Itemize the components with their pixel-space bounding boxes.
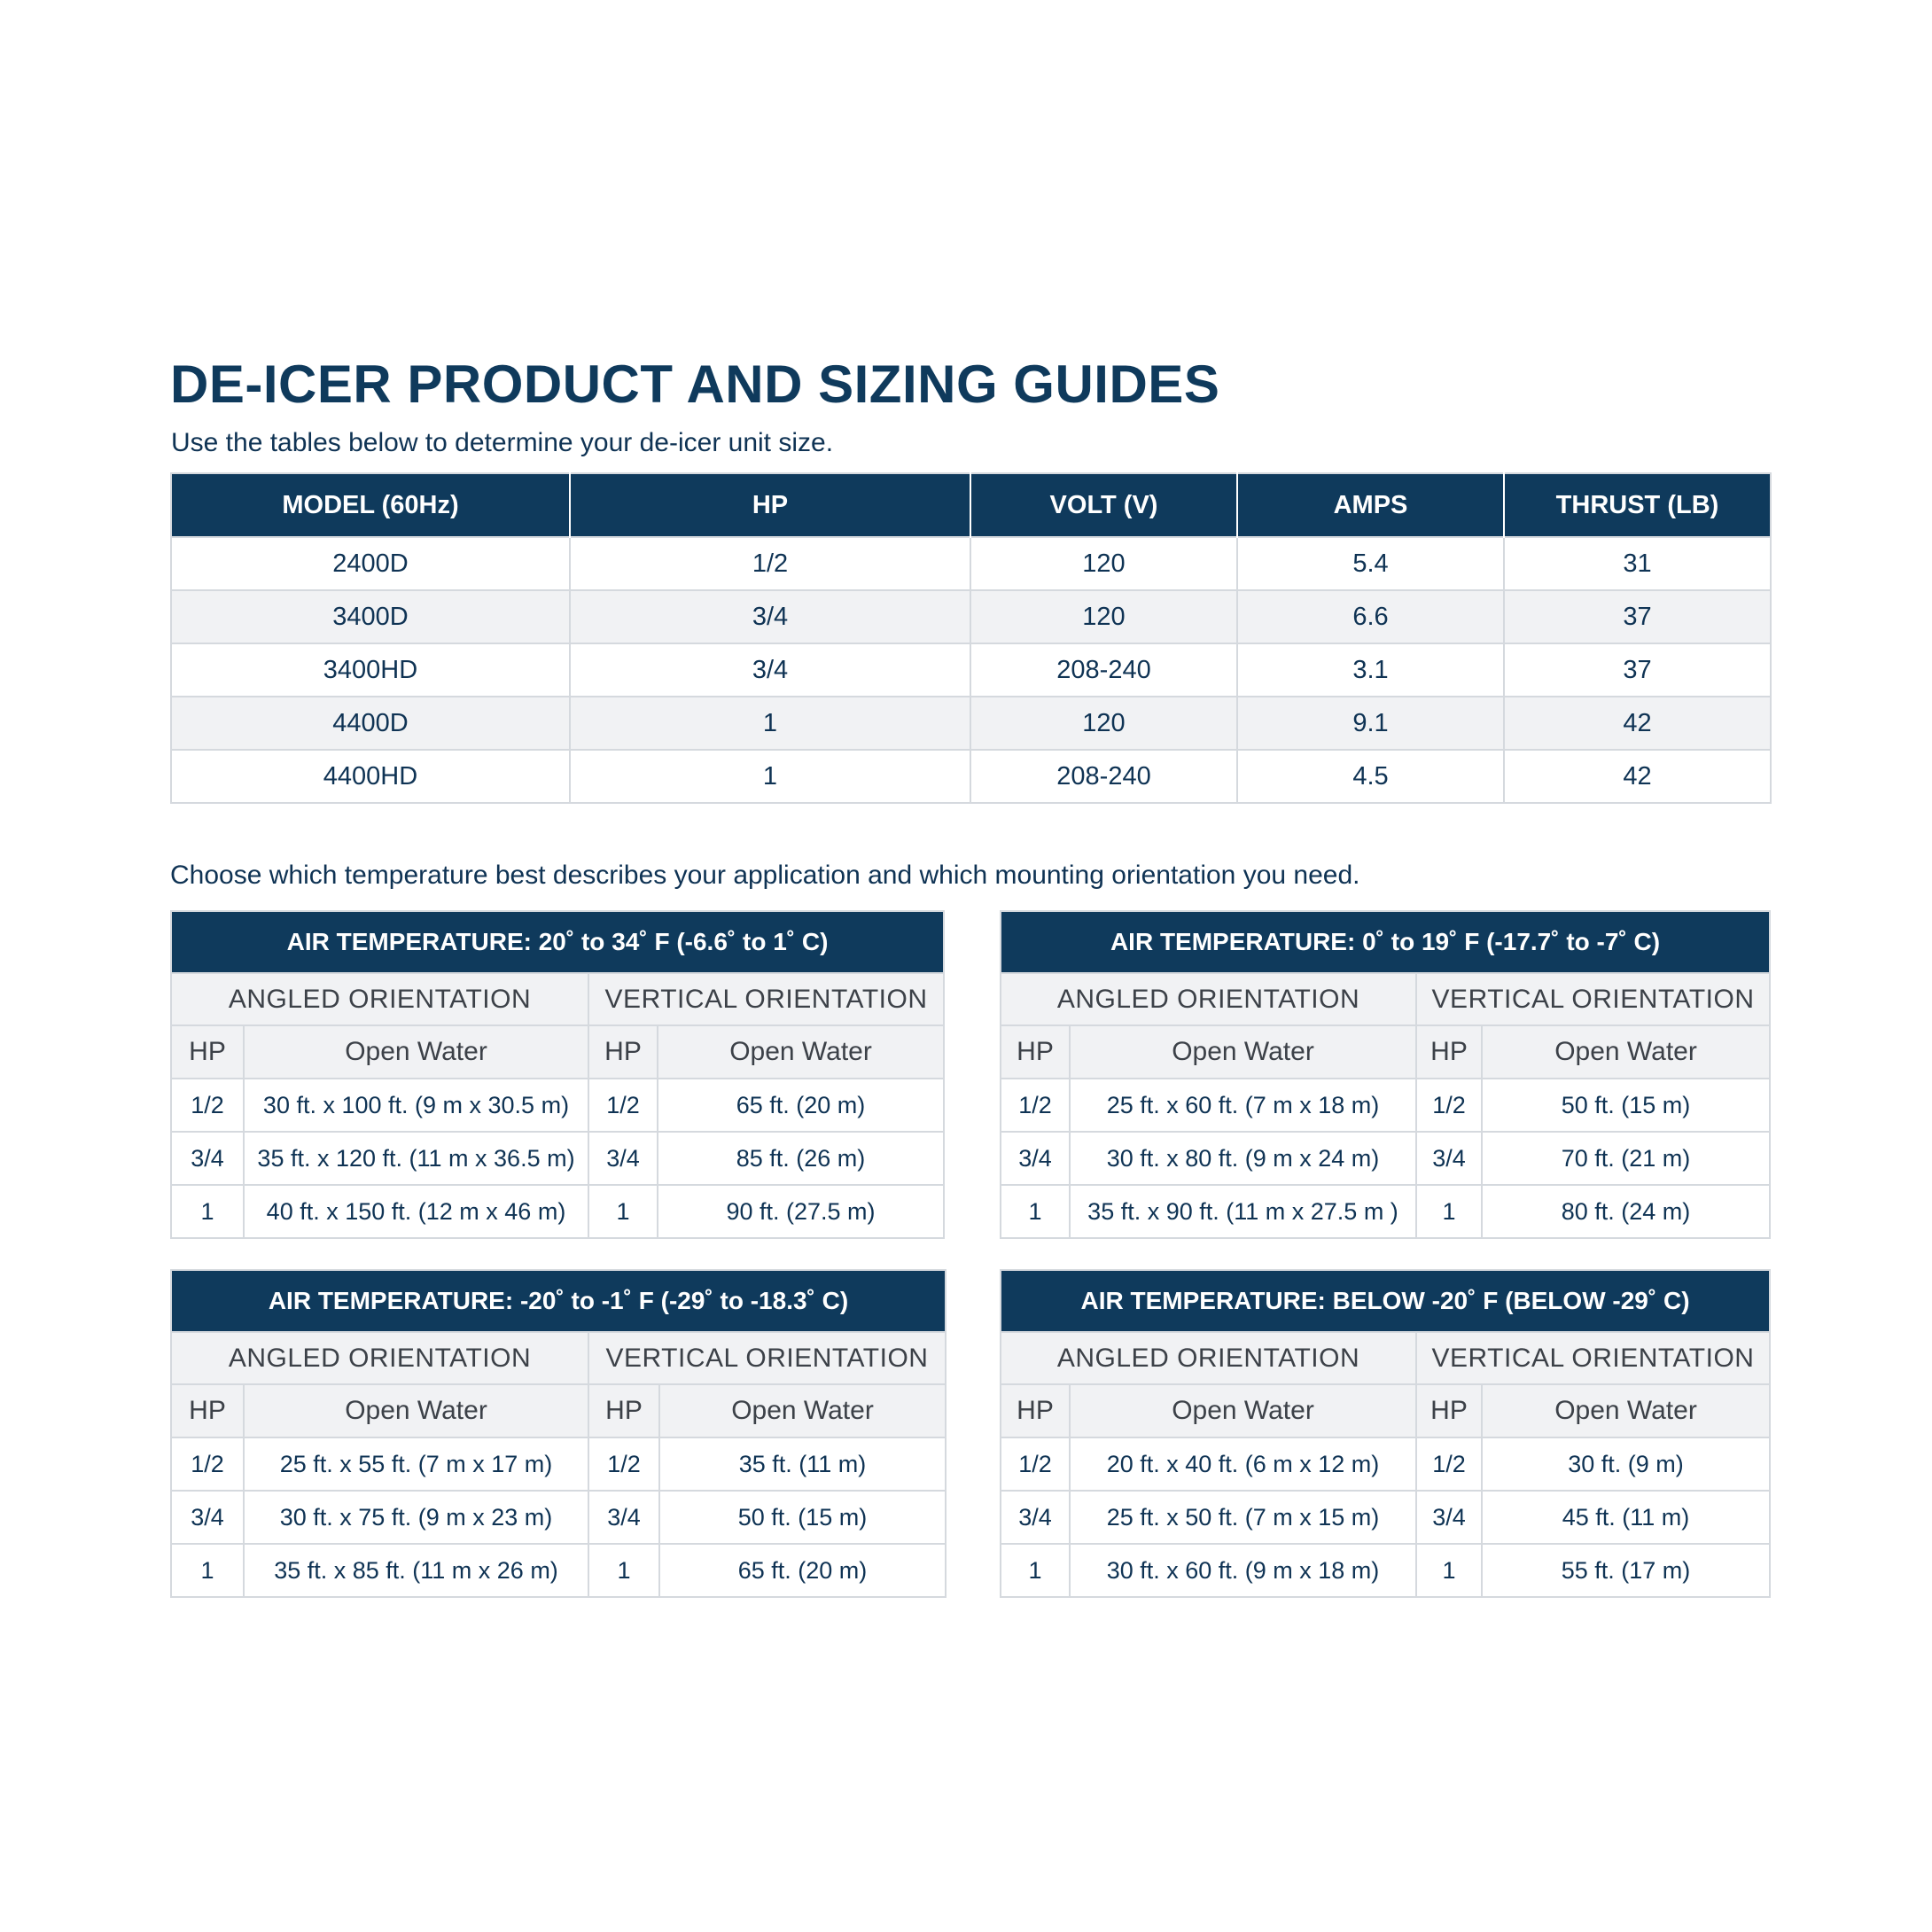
vertical-open-water: 80 ft. (24 m) bbox=[1482, 1185, 1770, 1238]
vertical-open-water: 55 ft. (17 m) bbox=[1482, 1544, 1770, 1597]
cell-model: 4400HD bbox=[171, 750, 570, 803]
vertical-open-water: 90 ft. (27.5 m) bbox=[658, 1185, 944, 1238]
table-row bbox=[171, 1437, 946, 1491]
header-amps: AMPS bbox=[1237, 473, 1504, 537]
angled-hp: 1/2 bbox=[1001, 1079, 1070, 1132]
angled-open-water: 30 ft. x 60 ft. (9 m x 18 m) bbox=[1070, 1544, 1416, 1597]
angled-open-water: 20 ft. x 40 ft. (6 m x 12 m) bbox=[1070, 1437, 1416, 1491]
table-row bbox=[171, 1544, 946, 1597]
cell-thrust: 37 bbox=[1504, 590, 1771, 643]
angled-open-water: 40 ft. x 150 ft. (12 m x 46 m) bbox=[244, 1185, 588, 1238]
cell-amps: 9.1 bbox=[1237, 697, 1504, 750]
vertical-hp: 3/4 bbox=[1416, 1491, 1482, 1544]
angled-orientation-header: ANGLED ORIENTATION bbox=[1001, 973, 1416, 1025]
angled-open-water: 35 ft. x 90 ft. (11 m x 27.5 m ) bbox=[1070, 1185, 1416, 1238]
vertical-open-water: 30 ft. (9 m) bbox=[1482, 1437, 1770, 1491]
vertical-open-water: 85 ft. (26 m) bbox=[658, 1132, 944, 1185]
cell-thrust: 42 bbox=[1504, 750, 1771, 803]
table-row bbox=[171, 643, 1771, 697]
cell-hp: 1/2 bbox=[570, 537, 970, 590]
table-row bbox=[1001, 1132, 1770, 1185]
table-row bbox=[171, 750, 1771, 803]
cell-volt: 120 bbox=[970, 590, 1237, 643]
instructions-text: Choose which temperature best describes your application and which mounting orientation you need. bbox=[170, 861, 1360, 890]
open-water-column-header: Open Water bbox=[658, 1025, 944, 1079]
vertical-hp: 3/4 bbox=[588, 1132, 658, 1185]
vertical-open-water: 50 ft. (15 m) bbox=[659, 1491, 946, 1544]
cell-hp: 3/4 bbox=[570, 643, 970, 697]
angled-hp: 1/2 bbox=[171, 1079, 244, 1132]
hp-column-header: HP bbox=[171, 1025, 244, 1079]
temp-table-title: AIR TEMPERATURE: 20˚ to 34˚ F (-6.6˚ to 1˚ C) bbox=[171, 911, 944, 973]
open-water-column-header: Open Water bbox=[659, 1384, 946, 1437]
vertical-open-water: 35 ft. (11 m) bbox=[659, 1437, 946, 1491]
angled-hp: 3/4 bbox=[171, 1132, 244, 1185]
vertical-hp: 1/2 bbox=[588, 1079, 658, 1132]
cell-hp: 1 bbox=[570, 750, 970, 803]
angled-hp: 3/4 bbox=[171, 1491, 244, 1544]
open-water-column-header: Open Water bbox=[1070, 1025, 1416, 1079]
header-hp: HP bbox=[570, 473, 970, 537]
vertical-hp: 1/2 bbox=[1416, 1079, 1482, 1132]
angled-hp: 1/2 bbox=[1001, 1437, 1070, 1491]
cell-volt: 208-240 bbox=[970, 750, 1237, 803]
open-water-column-header: Open Water bbox=[1482, 1025, 1770, 1079]
angled-hp: 1 bbox=[171, 1544, 244, 1597]
vertical-open-water: 65 ft. (20 m) bbox=[658, 1079, 944, 1132]
table-row bbox=[171, 1491, 946, 1544]
cell-thrust: 37 bbox=[1504, 643, 1771, 697]
open-water-column-header: Open Water bbox=[1070, 1384, 1416, 1437]
open-water-column-header: Open Water bbox=[244, 1025, 588, 1079]
angled-orientation-header: ANGLED ORIENTATION bbox=[171, 973, 588, 1025]
page-subtitle: Use the tables below to determine your de-icer unit size. bbox=[171, 428, 834, 457]
cell-amps: 4.5 bbox=[1237, 750, 1504, 803]
angled-orientation-header: ANGLED ORIENTATION bbox=[171, 1332, 588, 1384]
vertical-hp: 1/2 bbox=[588, 1437, 659, 1491]
table-row bbox=[171, 697, 1771, 750]
cell-volt: 120 bbox=[970, 537, 1237, 590]
table-row bbox=[171, 1185, 944, 1238]
table-row bbox=[1001, 1544, 1770, 1597]
table-row bbox=[171, 537, 1771, 590]
cell-amps: 3.1 bbox=[1237, 643, 1504, 697]
open-water-column-header: Open Water bbox=[244, 1384, 588, 1437]
cell-model: 2400D bbox=[171, 537, 570, 590]
table-row bbox=[1001, 1079, 1770, 1132]
vertical-hp: 1 bbox=[588, 1544, 659, 1597]
table-row bbox=[1001, 1185, 1770, 1238]
temp-table-0-to-19 bbox=[1000, 910, 1771, 1239]
cell-model: 3400D bbox=[171, 590, 570, 643]
angled-hp: 3/4 bbox=[1001, 1132, 1070, 1185]
angled-open-water: 25 ft. x 55 ft. (7 m x 17 m) bbox=[244, 1437, 588, 1491]
page-title: DE-ICER PRODUCT AND SIZING GUIDES bbox=[170, 354, 1220, 414]
table-row bbox=[1001, 1437, 1770, 1491]
vertical-orientation-header: VERTICAL ORIENTATION bbox=[588, 973, 944, 1025]
temp-table-title: AIR TEMPERATURE: BELOW -20˚ F (BELOW -29˚ C) bbox=[1001, 1270, 1770, 1332]
angled-open-water: 30 ft. x 100 ft. (9 m x 30.5 m) bbox=[244, 1079, 588, 1132]
angled-open-water: 30 ft. x 80 ft. (9 m x 24 m) bbox=[1070, 1132, 1416, 1185]
vertical-open-water: 45 ft. (11 m) bbox=[1482, 1491, 1770, 1544]
cell-hp: 3/4 bbox=[570, 590, 970, 643]
header-volt: VOLT (V) bbox=[970, 473, 1237, 537]
cell-volt: 120 bbox=[970, 697, 1237, 750]
product-header-row bbox=[171, 473, 1771, 537]
temp-table-title: AIR TEMPERATURE: 0˚ to 19˚ F (-17.7˚ to -7˚ C) bbox=[1001, 911, 1770, 973]
vertical-orientation-header: VERTICAL ORIENTATION bbox=[588, 1332, 946, 1384]
cell-amps: 5.4 bbox=[1237, 537, 1504, 590]
header-model: MODEL (60Hz) bbox=[171, 473, 570, 537]
vertical-hp: 3/4 bbox=[588, 1491, 659, 1544]
angled-hp: 3/4 bbox=[1001, 1491, 1070, 1544]
angled-open-water: 30 ft. x 75 ft. (9 m x 23 m) bbox=[244, 1491, 588, 1544]
temp-table-title: AIR TEMPERATURE: -20˚ to -1˚ F (-29˚ to -18.3˚ C) bbox=[171, 1270, 946, 1332]
hp-column-header: HP bbox=[1416, 1025, 1482, 1079]
angled-hp: 1 bbox=[171, 1185, 244, 1238]
table-row bbox=[1001, 1491, 1770, 1544]
vertical-hp: 1 bbox=[1416, 1544, 1482, 1597]
angled-orientation-header: ANGLED ORIENTATION bbox=[1001, 1332, 1416, 1384]
hp-column-header: HP bbox=[588, 1384, 659, 1437]
vertical-hp: 1/2 bbox=[1416, 1437, 1482, 1491]
hp-column-header: HP bbox=[588, 1025, 658, 1079]
angled-hp: 1/2 bbox=[171, 1437, 244, 1491]
cell-thrust: 31 bbox=[1504, 537, 1771, 590]
angled-open-water: 25 ft. x 50 ft. (7 m x 15 m) bbox=[1070, 1491, 1416, 1544]
header-thrust: THRUST (LB) bbox=[1504, 473, 1771, 537]
cell-model: 4400D bbox=[171, 697, 570, 750]
cell-amps: 6.6 bbox=[1237, 590, 1504, 643]
angled-open-water: 25 ft. x 60 ft. (7 m x 18 m) bbox=[1070, 1079, 1416, 1132]
cell-thrust: 42 bbox=[1504, 697, 1771, 750]
vertical-open-water: 70 ft. (21 m) bbox=[1482, 1132, 1770, 1185]
vertical-hp: 3/4 bbox=[1416, 1132, 1482, 1185]
vertical-open-water: 65 ft. (20 m) bbox=[659, 1544, 946, 1597]
angled-open-water: 35 ft. x 85 ft. (11 m x 26 m) bbox=[244, 1544, 588, 1597]
temp-table-minus20-to-minus1 bbox=[170, 1269, 947, 1598]
hp-column-header: HP bbox=[1001, 1384, 1070, 1437]
vertical-orientation-header: VERTICAL ORIENTATION bbox=[1416, 973, 1770, 1025]
angled-hp: 1 bbox=[1001, 1544, 1070, 1597]
angled-open-water: 35 ft. x 120 ft. (11 m x 36.5 m) bbox=[244, 1132, 588, 1185]
cell-hp: 1 bbox=[570, 697, 970, 750]
hp-column-header: HP bbox=[171, 1384, 244, 1437]
vertical-hp: 1 bbox=[588, 1185, 658, 1238]
cell-volt: 208-240 bbox=[970, 643, 1237, 697]
cell-model: 3400HD bbox=[171, 643, 570, 697]
table-row bbox=[171, 1079, 944, 1132]
vertical-hp: 1 bbox=[1416, 1185, 1482, 1238]
open-water-column-header: Open Water bbox=[1482, 1384, 1770, 1437]
angled-hp: 1 bbox=[1001, 1185, 1070, 1238]
hp-column-header: HP bbox=[1416, 1384, 1482, 1437]
temp-table-below-minus20 bbox=[1000, 1269, 1771, 1598]
table-row bbox=[171, 1132, 944, 1185]
table-row bbox=[171, 590, 1771, 643]
hp-column-header: HP bbox=[1001, 1025, 1070, 1079]
product-table bbox=[170, 472, 1772, 804]
vertical-open-water: 50 ft. (15 m) bbox=[1482, 1079, 1770, 1132]
vertical-orientation-header: VERTICAL ORIENTATION bbox=[1416, 1332, 1770, 1384]
temp-table-20-to-34 bbox=[170, 910, 945, 1239]
